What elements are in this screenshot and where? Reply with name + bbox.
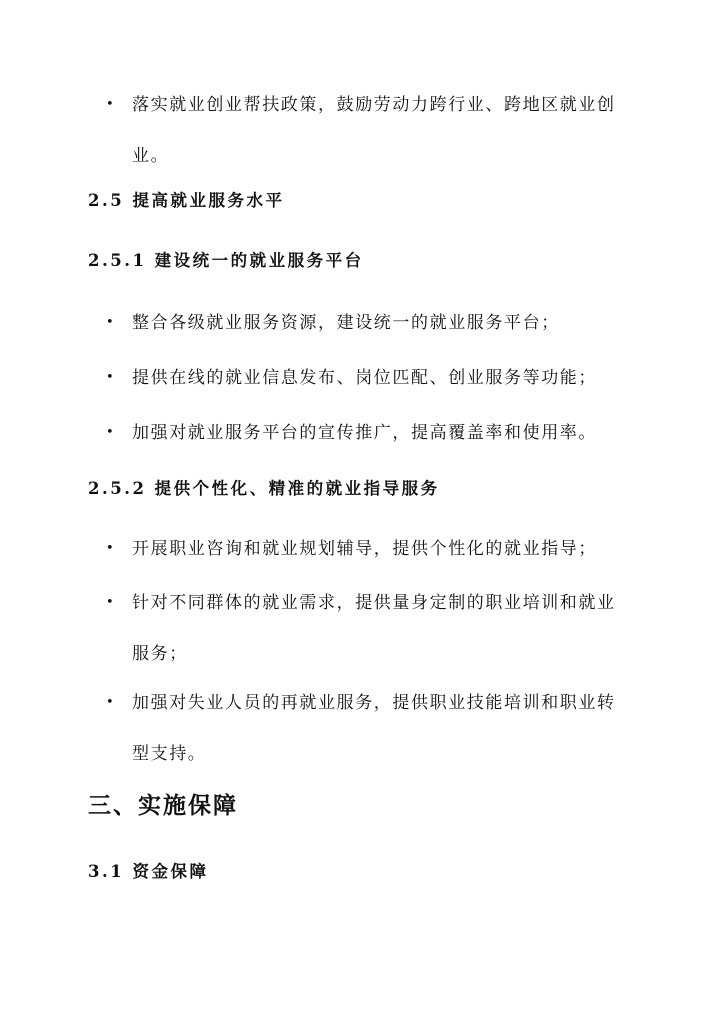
bullet-marker: •: [106, 315, 114, 330]
list-item: [106, 363, 626, 404]
chapter-heading-3: 三、实施保障: [88, 792, 238, 819]
list-item: [106, 308, 626, 349]
bullet-marker: •: [106, 97, 114, 112]
bullet-marker: •: [106, 541, 114, 556]
list-item: [106, 688, 626, 780]
list-item: [106, 418, 626, 459]
section-heading-2-5: 2.5 提高就业服务水平: [88, 191, 285, 210]
list-item-text: 提供在线的就业信息发布、岗位匹配、创业服务等功能；: [132, 368, 597, 388]
bullet-marker: •: [106, 695, 114, 710]
list-item: [106, 534, 626, 575]
section-heading-2-5-2: 2.5.2 提供个性化、精准的就业指导服务: [88, 479, 440, 498]
list-item: [106, 90, 626, 182]
list-item-text: 加强对失业人员的再就业服务，提供职业技能培训和职业转型支持。: [132, 693, 616, 764]
bullet-marker: •: [106, 370, 114, 385]
list-item: [106, 588, 626, 680]
bullet-marker: •: [106, 425, 114, 440]
list-item-text: 开展职业咨询和就业规划辅导，提供个性化的就业指导；: [132, 539, 597, 559]
section-heading-3-1: 3.1 资金保障: [88, 862, 209, 881]
list-item-text: 针对不同群体的就业需求，提供量身定制的职业培训和就业服务；: [132, 593, 616, 664]
list-item-text: 加强对就业服务平台的宣传推广，提高覆盖率和使用率。: [132, 423, 597, 443]
list-item-text: 落实就业创业帮扶政策，鼓励劳动力跨行业、跨地区就业创业。: [132, 95, 616, 166]
list-item-text: 整合各级就业服务资源，建设统一的就业服务平台；: [132, 313, 560, 333]
bullet-marker: •: [106, 595, 114, 610]
section-heading-2-5-1: 2.5.1 建设统一的就业服务平台: [88, 251, 364, 270]
